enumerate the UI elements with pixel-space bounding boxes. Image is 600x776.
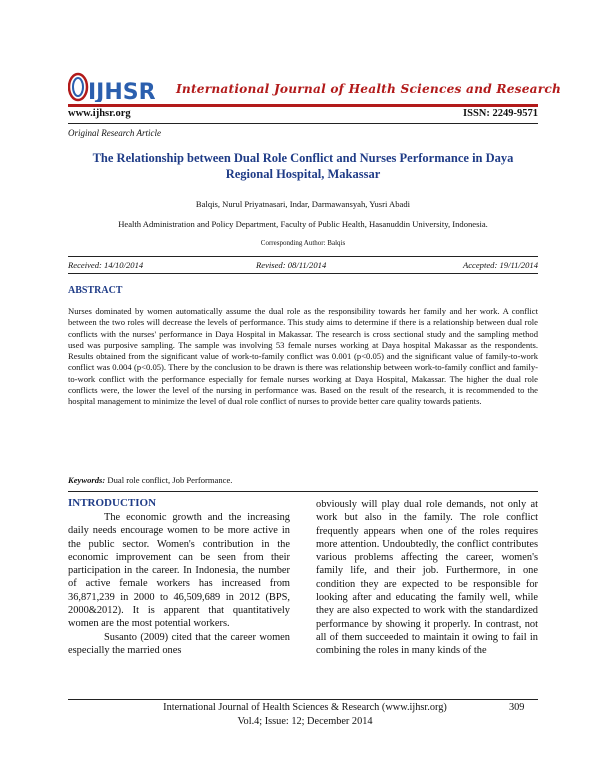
header-rule-thin [68, 123, 538, 124]
intro-paragraph: The economic growth and the increasing daily needs encourage women to be more active in the public sector. Women's contribution in the economic improvement can be seen from their participation in the career. In Indonesia, the number of active female workers has increased from 36,871,239 in 2000 to 46,509,689 in 2012 (BPS, 2000&2012). It is apparent that quantitatively women are the most potential workers. [68, 512, 290, 630]
date-received: Received: 14/10/2014 [68, 260, 144, 270]
abstract-rule [68, 491, 538, 492]
intro-paragraph: obviously will play dual role demands, not only at work but also in the family. The role conflict frequently appears when one of the roles requires more attention. Undoubtedly, the conflict contributes various problems affecting the career, women's family life, and their job. Furthermore, in one condition they are expected to be responsible for looking after and educating the family well, while they are also expected to work with the standardized performance by showing it properly. In contrast, not all of them succeeded to maintain it owing to fail in combining the roles in many kinds of the [316, 499, 538, 657]
footer-volume: Vol.4; Issue: 12; December 2014 [237, 716, 373, 727]
footer-journal: International Journal of Health Sciences & Research (www.ijhsr.org) [163, 702, 447, 713]
date-revised: Revised: 08/11/2014 [256, 260, 327, 270]
keywords-label: Keywords: [68, 475, 106, 485]
journal-issn: ISSN: 2249-9571 [463, 108, 538, 119]
footer-rule [68, 699, 538, 700]
corresponding-author: Corresponding Author: Balqis [260, 239, 346, 247]
header-rule [68, 104, 538, 107]
keywords-value: Dual role conflict, Job Performance. [105, 475, 233, 485]
dates-rule-bottom [68, 273, 538, 274]
intro-column-left [68, 511, 290, 657]
dates-rule-top [68, 256, 538, 257]
header-subline [68, 108, 538, 122]
article-authors: Balqis, Nurul Priyatnasari, Indar, Darmawansyah, Yusri Abadi [195, 199, 411, 209]
intro-paragraph: Susanto (2009) cited that the career women especially the married ones [68, 631, 290, 656]
article-affiliation: Health Administration and Policy Department, Faculty of Public Health, Hasanuddin University, Indonesia. [118, 219, 488, 229]
page-number: 309 [509, 702, 525, 713]
logo-text: IJHSR [88, 80, 156, 102]
intro-column-right [316, 498, 538, 658]
article-title: The Relationship between Dual Role Conflict and Nurses Performance in Daya Regional Hospital, Makassar [92, 151, 514, 181]
journal-header [68, 70, 562, 104]
date-accepted: Accepted: 19/11/2014 [462, 260, 538, 270]
journal-url[interactable]: www.ijhsr.org [68, 108, 131, 119]
keywords [68, 475, 538, 485]
article-type: Original Research Article [68, 128, 161, 138]
abstract-text: Nurses dominated by women automatically assume the dual role as the responsibility towards her family and her work. A conflict between the two roles will decrease the levels of performance. This study aims to determine if there is a relationship between dual role conflicts with the nurses' performance in Daya Hospital in Makassar. The research is cross sectional study and the sampling method used was purposive sampling. The sample was involving 53 female nurses working at Daya hospital Makassar as the respondents. Results obtained from the significant value of work-to-family conflict was 0.001 (p<0.05) and the significant value of family-to-work conflict was 0.004 (p<0.05). There by the conclusion to be drawn is there was relationship between work-to-family conflict and family-to-work conflict with the performance especially for female nurses working at Daya Hospital, Makassar. The higher the dual role conflicts were, the lower the level of the nursing in performance was. Based on the result of the research, it is recommended to the hospital management to minimize the level of dual role conflict of nurses to provide better care quality towards patients. [68, 306, 538, 407]
introduction-heading: INTRODUCTION [68, 497, 157, 509]
journal-logo [68, 70, 176, 102]
journal-name: International Journal of Health Sciences and Research [176, 82, 562, 96]
abstract-heading: ABSTRACT [68, 285, 123, 296]
article-dates [68, 260, 538, 272]
